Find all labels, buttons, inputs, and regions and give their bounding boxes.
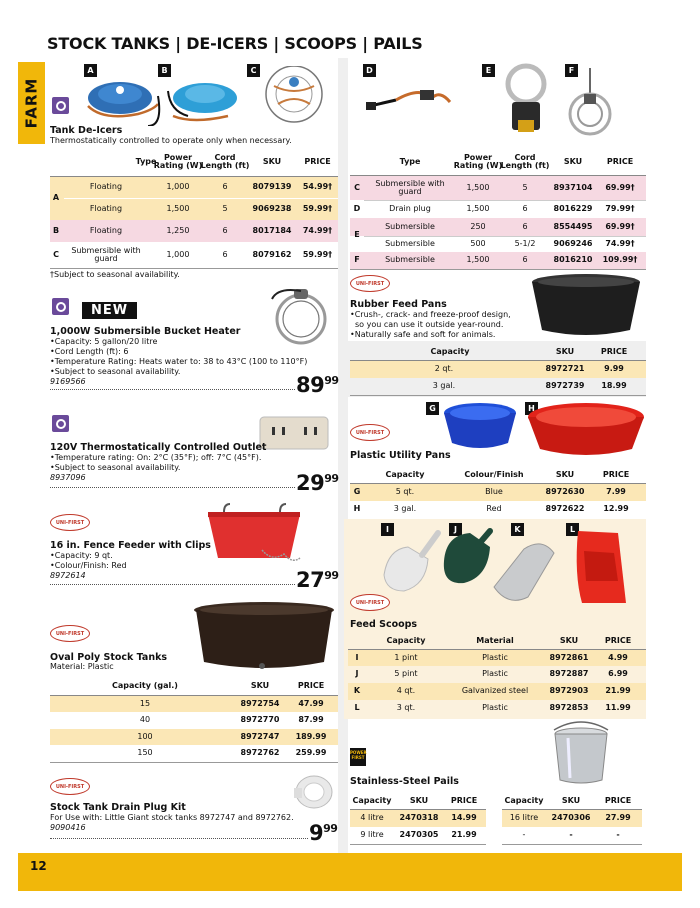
col-price: PRICE <box>606 156 634 166</box>
deicer-type: Submersible <box>385 221 435 231</box>
pail-sku: - <box>569 830 573 840</box>
scoop-price: 6.99 <box>608 669 628 679</box>
oval-price: 189.99 <box>295 731 327 741</box>
group-c: C <box>53 249 59 259</box>
oval-capacity: 15 <box>139 698 151 708</box>
brand-logo-icon: UNI-FIRST <box>50 625 90 642</box>
brand-logo-icon <box>52 415 69 432</box>
fence-feeder-bullet: •Colour/Finish: Red <box>50 561 127 570</box>
group-g: G <box>353 487 361 497</box>
deicer-sku: 8016210 <box>553 255 593 265</box>
deicer-type: Submersible <box>385 255 435 265</box>
col-sku: SKU <box>555 469 575 479</box>
col-capacity: Capacity (gal.) <box>112 680 178 690</box>
deicer-type: Drain plug <box>389 203 431 213</box>
col-sku: SKU <box>409 796 429 806</box>
scoop-price: 4.99 <box>608 652 628 662</box>
col-capacity: Capacity <box>352 796 392 806</box>
outlet-sku: 8937096 <box>50 473 86 482</box>
pail-price: 14.99 <box>451 813 477 823</box>
deicer-price: 59.99† <box>302 249 333 259</box>
deicer-power: 1,500 <box>166 203 190 213</box>
deicer-cord: 6 <box>522 203 528 213</box>
rubber-pans-title: Rubber Feed Pans <box>350 299 447 310</box>
deicer-price: 54.99† <box>302 182 333 192</box>
bucket-heater-image <box>268 285 338 347</box>
deicer-sku: 9069238 <box>252 203 292 213</box>
image-label-g: G <box>426 402 439 415</box>
col-material: Material <box>476 635 514 645</box>
deicer-right-header <box>350 148 646 176</box>
brand-logo-icon: UNI-FIRST <box>350 594 390 611</box>
outlet-image <box>258 413 330 453</box>
col-capacity: Capacity <box>504 796 544 806</box>
col-power: Power Rating (W) <box>153 152 203 170</box>
col-price: PRICE <box>604 796 632 806</box>
rubber-sku: 8972739 <box>545 381 585 391</box>
drain-plug-desc: For Use with: Little Giant stock tanks 8972747 and 8972762. <box>50 813 294 822</box>
col-type: Type <box>135 156 157 166</box>
section-tab: FARM <box>18 62 45 144</box>
oval-sku: 8972754 <box>240 698 280 708</box>
rubber-pans-bullet: •Naturally safe and soft for animals. <box>350 330 496 339</box>
oval-tanks-subtitle: Material: Plastic <box>50 662 114 671</box>
bucket-heater-bullet: •Temperature Rating: Heats water to: 38 to 43°C (100 to 110°F) <box>50 357 308 366</box>
image-label-l: L <box>566 523 579 536</box>
scoops-image <box>378 525 642 609</box>
deicer-sku: 8079139 <box>252 182 292 192</box>
pail-sku: 2470318 <box>399 813 439 823</box>
deicer-sku: 8017184 <box>252 225 292 235</box>
deicer-price: 69.99† <box>605 221 635 231</box>
deicer-power: 500 <box>470 238 486 248</box>
scoop-material: Galvanized steel <box>461 686 529 696</box>
pail-capacity: 4 litre <box>360 813 384 823</box>
deicer-cord: 6 <box>222 182 228 192</box>
outlet-bullet: •Temperature rating: On: 2°C (35°F); off: 7°C (45°F). <box>50 453 262 462</box>
deicer-type: Floating <box>89 225 123 235</box>
deicer-type: Submersible with guard <box>375 178 445 196</box>
pan-price: 12.99 <box>603 504 629 514</box>
rubber-price: 9.99 <box>604 364 624 374</box>
bucket-heater-bullet: •Capacity: 5 gallon/20 litre <box>50 337 158 346</box>
tank-deicers-subtitle: Thermostatically controlled to operate only when necessary. <box>50 136 292 145</box>
oval-sku: 8972770 <box>240 715 280 725</box>
rubber-pans-bullet: so you can use it outside year-round. <box>355 320 504 329</box>
col-sku: SKU <box>561 796 581 806</box>
col-type: Type <box>399 156 421 166</box>
col-price: PRICE <box>604 635 632 645</box>
scoop-price: 11.99 <box>605 703 631 713</box>
scoop-sku: 8972861 <box>549 652 589 662</box>
deicer-images-right <box>360 60 646 144</box>
deicer-cord: 5 <box>222 203 228 213</box>
oval-price: 87.99 <box>298 715 324 725</box>
outlet-price: $29^{99}$ <box>296 471 339 495</box>
rubber-price: 18.99 <box>601 381 627 391</box>
brand-logo-icon: UNI-FIRST <box>350 424 390 441</box>
brand-logo-icon: UNI-FIRST <box>50 514 90 531</box>
deicer-footnote: †Subject to seasonal availability. <box>50 270 180 279</box>
col-sku: SKU <box>262 156 282 166</box>
deicer-price: 69.99† <box>605 182 635 192</box>
col-cord: Cord Length (ft) <box>200 152 250 170</box>
scoop-material: Plastic <box>482 669 508 679</box>
group-f: F <box>354 255 360 265</box>
pan-colour: Blue <box>485 487 503 497</box>
deicer-cord: 6 <box>522 221 528 231</box>
col-sku: SKU <box>563 156 583 166</box>
deicer-power: 1,000 <box>166 182 190 192</box>
deicer-type: Floating <box>89 203 123 213</box>
drain-plug-title: Stock Tank Drain Plug Kit <box>50 802 186 813</box>
rubber-capacity: 3 gal. <box>432 381 456 391</box>
group-e: E <box>354 229 360 239</box>
deicer-cord: 6 <box>522 255 528 265</box>
oval-tanks-title: Oval Poly Stock Tanks <box>50 652 168 663</box>
brand-logo-icon <box>52 298 69 315</box>
col-sku: SKU <box>250 680 270 690</box>
oval-price: 47.99 <box>298 698 324 708</box>
deicer-power: 1,500 <box>466 255 490 265</box>
col-price: PRICE <box>600 347 628 357</box>
deicer-type: Floating <box>89 182 123 192</box>
image-label-f: F <box>565 64 578 77</box>
col-colour: Colour/Finish <box>464 469 524 479</box>
steel-pail-image <box>548 720 614 788</box>
deicer-price: 109.99† <box>602 255 638 265</box>
deicer-sku: 8079162 <box>252 249 292 259</box>
deicer-sku: 9069246 <box>553 238 593 248</box>
drain-plug-sku: 9090416 <box>50 823 86 832</box>
col-cord: Cord Length (ft) <box>500 152 550 170</box>
fence-feeder-image <box>204 502 304 568</box>
deicer-power: 1,000 <box>166 249 190 259</box>
deicer-price: 74.99† <box>302 225 333 235</box>
footer-bar <box>18 853 682 891</box>
page-title: STOCK TANKS | DE-ICERS | SCOOPS | PAILS <box>47 34 423 53</box>
fence-feeder-price: $27^{99}$ <box>296 568 339 592</box>
pan-capacity: 3 gal. <box>393 504 417 514</box>
tank-deicers-title: Tank De-Icers <box>50 125 123 136</box>
deicer-type: Submersible with guard <box>71 245 141 263</box>
bucket-heater-bullet: •Cord Length (ft): 6 <box>50 347 129 356</box>
brand-logo-icon <box>52 97 69 114</box>
deicer-power: 250 <box>470 221 486 231</box>
group-l: L <box>354 703 360 713</box>
pail-sku: 2470305 <box>399 830 439 840</box>
image-label-h: H <box>525 402 538 415</box>
drain-plug-image <box>290 770 334 810</box>
scoop-capacity: 3 qt. <box>396 703 416 713</box>
col-price: PRICE <box>297 680 325 690</box>
oval-capacity: 150 <box>137 748 153 758</box>
rubber-sku: 8972721 <box>545 364 585 374</box>
group-k: K <box>353 686 361 696</box>
deicer-sku: 8016229 <box>553 203 593 213</box>
image-label-c: C <box>247 64 260 77</box>
deicer-price: 59.99† <box>302 203 333 213</box>
scoop-capacity: 5 pint <box>394 669 418 679</box>
col-sku: SKU <box>555 347 575 357</box>
group-c: C <box>354 182 360 192</box>
group-a: A <box>52 193 60 203</box>
image-label-i: I <box>381 523 394 536</box>
power-first-logo-icon: POWER FIRST <box>350 748 366 766</box>
image-label-a: A <box>84 64 97 77</box>
pail-capacity: - <box>522 830 526 840</box>
group-i: I <box>355 652 359 662</box>
oval-sku: 8972762 <box>240 748 280 758</box>
bucket-heater-title: 1,000W Submersible Bucket Heater <box>50 326 241 337</box>
deicer-power: 1,250 <box>166 225 190 235</box>
oval-sku: 8972747 <box>240 731 280 741</box>
deicer-price: 74.99† <box>605 238 635 248</box>
pail-price: - <box>616 830 620 840</box>
oval-tank-image <box>190 600 338 674</box>
image-label-k: K <box>511 523 524 536</box>
pan-sku: 8972630 <box>545 487 585 497</box>
image-label-b: B <box>158 64 171 77</box>
deicer-type: Submersible <box>385 238 435 248</box>
deicer-cord: 5-1/2 <box>514 238 536 248</box>
rubber-pans-bullet: •Crush-, crack- and freeze-proof design, <box>350 310 511 319</box>
fence-feeder-sku: 8972614 <box>50 571 86 580</box>
deicer-cord: 6 <box>222 249 228 259</box>
pail-capacity: 9 litre <box>360 830 384 840</box>
pan-capacity: 5 qt. <box>395 487 415 497</box>
pan-colour: Red <box>486 504 502 514</box>
scoop-sku: 8972887 <box>549 669 589 679</box>
col-price: PRICE <box>450 796 478 806</box>
scoop-material: Plastic <box>482 652 508 662</box>
col-sku: SKU <box>559 635 579 645</box>
pail-capacity: 16 litre <box>509 813 539 823</box>
deicer-sku: 8937104 <box>553 182 593 192</box>
deicer-price: 79.99† <box>605 203 635 213</box>
group-h: H <box>353 504 361 514</box>
image-label-e: E <box>482 64 495 77</box>
col-price: PRICE <box>304 156 331 166</box>
col-power: Power Rating (W) <box>453 152 503 170</box>
pail-price: 27.99 <box>605 813 631 823</box>
col-price: PRICE <box>602 469 630 479</box>
scoop-material: Plastic <box>482 703 508 713</box>
group-b: B <box>52 225 60 235</box>
scoop-price: 21.99 <box>605 686 631 696</box>
deicer-power: 1,500 <box>466 182 490 192</box>
oval-price: 259.99 <box>295 748 327 758</box>
group-d: D <box>353 203 361 213</box>
group-j: J <box>355 669 359 679</box>
rubber-pan-image <box>528 272 646 340</box>
deicer-sku: 8554495 <box>553 221 593 231</box>
page-number: 12 <box>30 859 47 873</box>
oval-capacity: 40 <box>139 715 151 725</box>
scoop-sku: 8972903 <box>549 686 589 696</box>
pan-sku: 8972622 <box>545 504 585 514</box>
image-label-d: D <box>363 64 376 77</box>
utility-pans-title: Plastic Utility Pans <box>350 450 451 461</box>
brand-logo-icon: UNI-FIRST <box>50 778 90 795</box>
pan-price: 7.99 <box>606 487 626 497</box>
col-capacity: Capacity <box>385 469 425 479</box>
bucket-heater-price: $89^{99}$ <box>296 373 339 397</box>
image-label-j: J <box>449 523 462 536</box>
brand-logo-icon: UNI-FIRST <box>350 275 390 292</box>
outlet-bullet: •Subject to seasonal availability. <box>50 463 181 472</box>
scoop-capacity: 1 pint <box>394 652 418 662</box>
fence-feeder-title: 16 in. Fence Feeder with Clips <box>50 540 211 551</box>
outlet-title: 120V Thermostatically Controlled Outlet <box>50 442 267 453</box>
bucket-heater-bullet: •Subject to seasonal availability. <box>50 367 181 376</box>
scoop-capacity: 4 qt. <box>396 686 416 696</box>
deicer-cord: 6 <box>222 225 228 235</box>
deicer-images <box>78 66 338 126</box>
pails-title: Stainless-Steel Pails <box>350 776 459 787</box>
utility-pans-image <box>442 399 646 463</box>
bucket-heater-sku: 9169566 <box>50 377 86 386</box>
scoop-sku: 8972853 <box>549 703 589 713</box>
pail-sku: 2470306 <box>551 813 591 823</box>
rubber-capacity: 2 qt. <box>434 364 454 374</box>
deicer-table-header <box>50 147 338 177</box>
oval-capacity: 100 <box>137 731 153 741</box>
deicer-power: 1,500 <box>466 203 490 213</box>
col-capacity: Capacity <box>386 635 426 645</box>
new-badge: NEW <box>82 302 137 319</box>
drain-plug-price: $9^{99}$ <box>309 821 338 845</box>
col-capacity: Capacity <box>430 347 470 357</box>
fence-feeder-bullet: •Capacity: 9 qt. <box>50 551 113 560</box>
pail-price: 21.99 <box>451 830 477 840</box>
feed-scoops-title: Feed Scoops <box>350 619 418 630</box>
deicer-cord: 5 <box>522 182 528 192</box>
